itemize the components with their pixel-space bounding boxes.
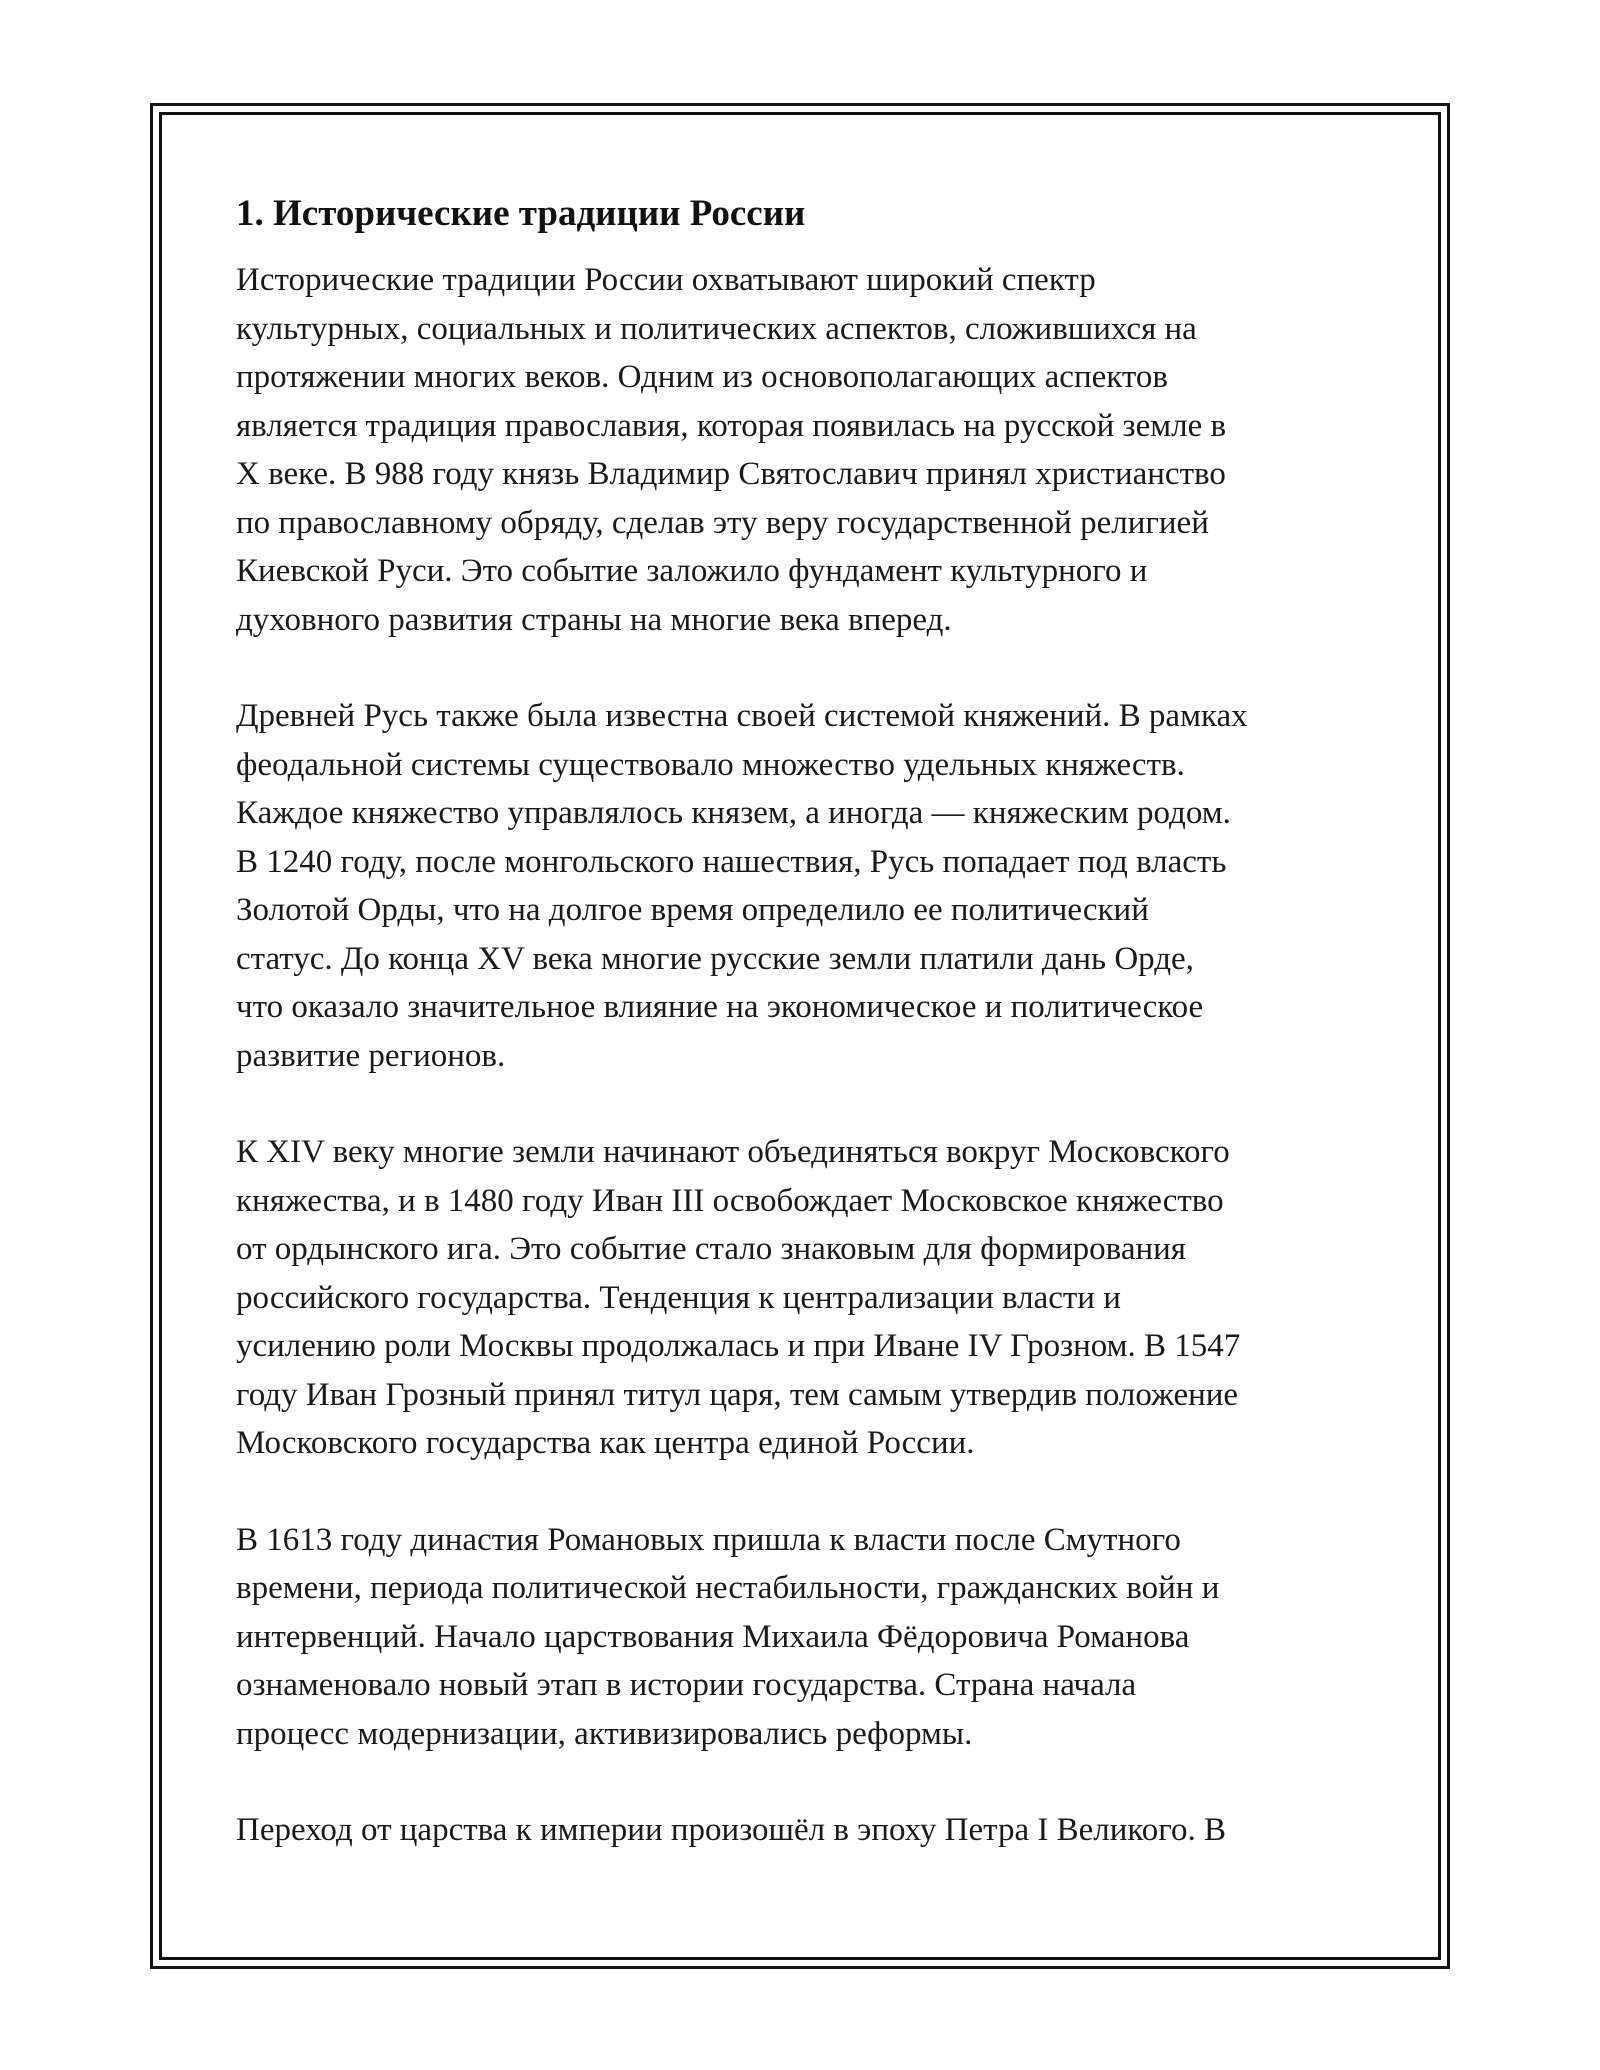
text-line: Древней Русь также была известна своей системой княжений. В рамках	[236, 698, 1248, 734]
text-line: Переход от царства к империи произошёл в эпоху Петра I Великого. В	[236, 1812, 1226, 1848]
paragraph-3	[236, 1128, 1371, 1468]
paragraph-2	[236, 692, 1371, 1080]
text-line: является традиция православия, которая появилась на русской земле в	[236, 407, 1227, 444]
paragraph-4	[236, 1516, 1371, 1759]
text-line: духовного развития страны на многие века вперед.	[236, 601, 952, 638]
text-line: ознаменовало новый этап в истории государства. Страна начала	[236, 1667, 1137, 1703]
text-line: В 1240 году, после монгольского нашествия, Русь попадает под власть	[236, 843, 1227, 880]
text-line: В 1613 году династия Романовых пришла к власти после Смутного	[236, 1521, 1181, 1558]
text-line: что оказало значительное влияние на экономическое и политическое	[236, 989, 1204, 1025]
paragraph-1	[236, 256, 1371, 644]
text-line: X веке. В 988 году князь Владимир Святославич принял христианство	[236, 456, 1226, 492]
text-line: времени, периода политической нестабильности, гражданских войн и	[236, 1570, 1220, 1606]
text-line: интервенций. Начало царствования Михаила Фёдоровича Романова	[236, 1618, 1190, 1655]
section-heading: 1. Исторические традиции России	[236, 193, 806, 234]
text-line: Киевской Руси. Это событие заложило фундамент культурного и	[236, 553, 1148, 589]
text-line: процесс модернизации, активизировались реформы.	[236, 1715, 973, 1752]
text-line: протяжении многих веков. Одним из основополагающих аспектов	[236, 359, 1168, 395]
text-line: российского государства. Тенденция к централизации власти и	[236, 1279, 1121, 1316]
text-line: по православному обряду, сделав эту веру государственной религией	[236, 504, 1209, 541]
document-body	[236, 188, 1371, 1855]
text-line: от ордынского ига. Это событие стало знаковым для формирования	[236, 1231, 1186, 1267]
text-line: Московского государства как центра единой России.	[236, 1425, 975, 1461]
text-line: Каждое княжество управлялось князем, а иногда — княжеским родом.	[236, 795, 1231, 831]
text-line: Исторические традиции России охватывают широкий спектр	[236, 262, 1096, 298]
text-line: Золотой Орды, что на долгое время определило ее политический	[236, 892, 1149, 928]
text-line: году Иван Грозный принял титул царя, тем самым утвердив положение	[236, 1376, 1239, 1413]
text-line: статус. До конца XV века многие русские земли платили дань Орде,	[236, 940, 1194, 977]
text-line: К XIV веку многие земли начинают объединяться вокруг Московского	[236, 1134, 1230, 1170]
text-line: культурных, социальных и политических аспектов, сложившихся на	[236, 310, 1197, 347]
text-line: усилению роли Москвы продолжалась и при Иване IV Грозном. В 1547	[236, 1328, 1241, 1364]
text-line: развитие регионов.	[236, 1037, 506, 1074]
text-line: княжества, и в 1480 году Иван III освобождает Московское княжество	[236, 1182, 1224, 1219]
text-line: феодальной системы существовало множество удельных княжеств.	[236, 746, 1185, 783]
paragraph-5	[236, 1806, 1371, 1855]
